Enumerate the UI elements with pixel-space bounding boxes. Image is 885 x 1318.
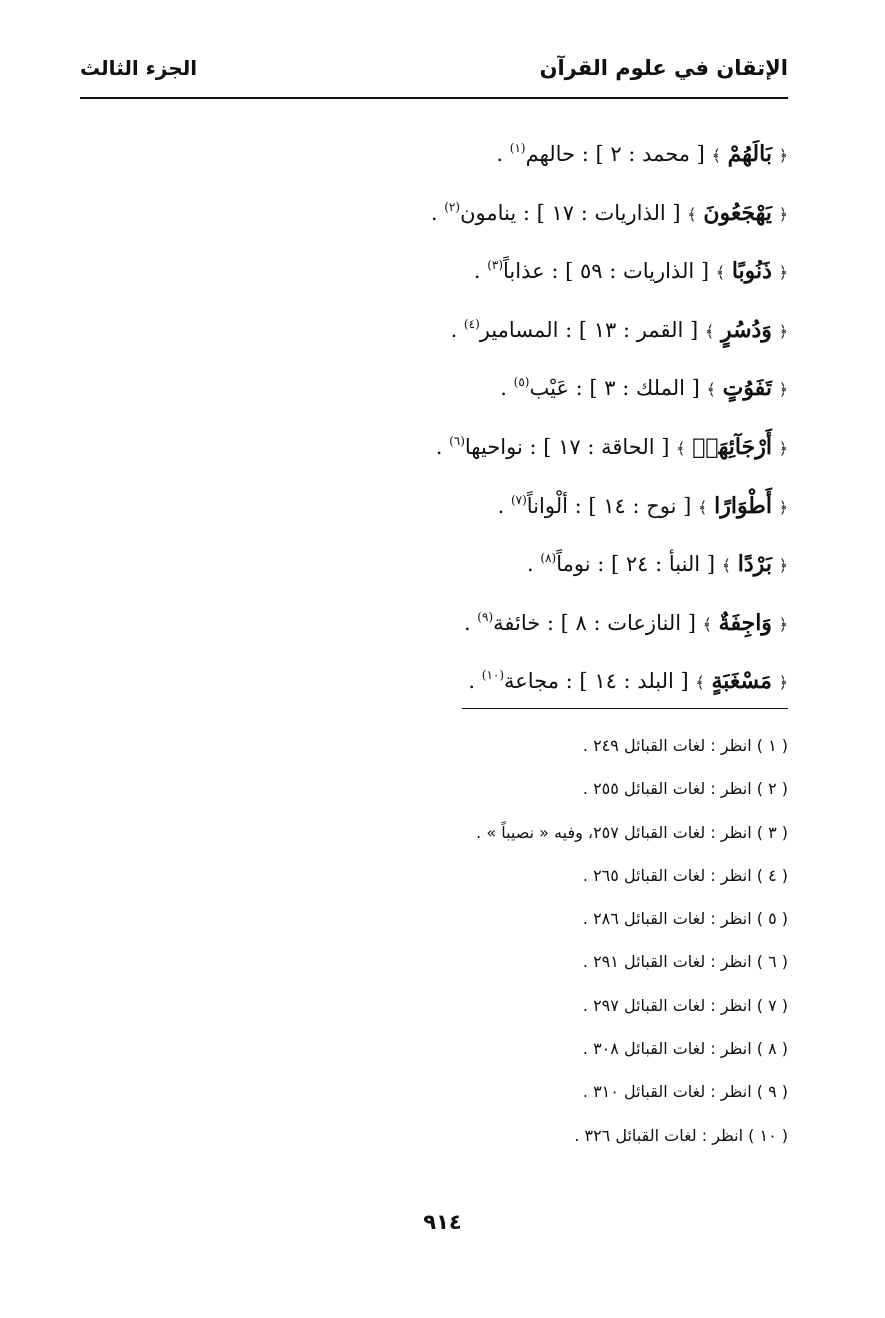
ornate-bracket-open: ﴿ bbox=[778, 438, 788, 458]
volume-label: الجزء الثالث bbox=[80, 56, 198, 80]
footnote: ( ٨ ) انظر : لغات القبائل ٣٠٨ . bbox=[582, 1039, 788, 1059]
vocabulary-entry: ﴿ يَهْجَعُونَ ﴾ [ الذاريات : ١٧ ] : ينامون$^{(٢)}$ . bbox=[430, 199, 788, 226]
ornate-bracket-close: ﴾ bbox=[706, 380, 716, 400]
footnote-marker: (١) bbox=[509, 141, 526, 155]
running-header bbox=[80, 52, 788, 90]
verse-reference-and-meaning: [ الحاقة : ١٧ ] : نواحيها bbox=[464, 434, 670, 459]
footnote-separator bbox=[462, 708, 788, 709]
quran-word: أَرْجَآئِهَاۚ bbox=[692, 433, 772, 460]
ornate-bracket-close: ﴾ bbox=[721, 556, 732, 576]
footnote-marker: (٥) bbox=[513, 375, 530, 390]
vocabulary-entry: ﴿ بَرْدًا ﴾ [ النبأ : ٢٤ ] : نوماً$^{(٨)}$ . bbox=[527, 551, 788, 578]
footnote: ( ٤ ) انظر : لغات القبائل ٢٦٥ . bbox=[582, 865, 788, 885]
verse-reference-and-meaning: [ الذاريات : ١٧ ] : ينامون bbox=[460, 200, 681, 225]
ornate-bracket-open: ﴿ bbox=[778, 146, 788, 165]
ornate-bracket-close: ﴾ bbox=[698, 497, 708, 517]
footnote: ( ٥ ) انظر : لغات القبائل ٢٨٦ . bbox=[582, 909, 788, 929]
vocabulary-entry: ﴿ أَرْجَآئِهَاۚ ﴾ [ الحاقة : ١٧ ] : نواحيها$^{(٦)}$ . bbox=[435, 433, 788, 460]
footnote: ( ٣ ) انظر : لغات القبائل ٢٥٧، وفيه « نصيباً » . bbox=[476, 822, 788, 842]
verse-reference-and-meaning: [ نوح : ١٤ ] : ألْواناً bbox=[526, 493, 692, 518]
footnote: ( ١٠ ) انظر : لغات القبائل ٣٢٦ . bbox=[574, 1125, 788, 1145]
footnote-marker: (٤) bbox=[463, 316, 480, 331]
vocabulary-list bbox=[88, 125, 788, 711]
ornate-bracket-open: ﴿ bbox=[778, 204, 788, 224]
footnote: ( ١ ) انظر : لغات القبائل ٢٤٩ . bbox=[582, 736, 788, 755]
ornate-bracket-close: ﴾ bbox=[702, 614, 712, 634]
verse-reference-and-meaning: [ النبأ : ٢٤ ] : نوماً bbox=[556, 552, 716, 577]
ornate-bracket-close: ﴾ bbox=[711, 146, 721, 165]
ornate-bracket-open: ﴿ bbox=[778, 497, 788, 517]
ornate-bracket-open: ﴿ bbox=[778, 673, 788, 693]
vocabulary-entry: ﴿ ذَنُوبًا ﴾ [ الذاريات : ٥٩ ] : عذاباً$^{(٣)}$ . bbox=[473, 258, 788, 285]
ornate-bracket-close: ﴾ bbox=[715, 263, 726, 283]
vocabulary-entry: ﴿ بَالَهُمْ ﴾ [ محمد : ٢ ] : حالهم$^{(١)}$ . bbox=[496, 141, 788, 167]
footnote-marker: (٢) bbox=[444, 199, 461, 214]
vocabulary-entry: ﴿ وَاجِفَةٌ ﴾ [ النازعات : ٨ ] : خائفة$^{(٩)}$ . bbox=[463, 609, 788, 636]
quran-word: تَفَوُتٍ bbox=[722, 375, 772, 402]
verse-reference-and-meaning: [ الذاريات : ٥٩ ] : عذاباً bbox=[503, 259, 710, 284]
vocabulary-entry: ﴿ أَطْوَارًا ﴾ [ نوح : ١٤ ] : ألْواناً$^{(٧)}$ . bbox=[497, 492, 788, 519]
footnotes-list bbox=[88, 724, 788, 1157]
footnote-marker: (٣) bbox=[487, 258, 504, 273]
ornate-bracket-open: ﴿ bbox=[778, 614, 788, 634]
quran-word: أَطْوَارًا bbox=[714, 492, 772, 519]
book-title: الإتقان في علوم القرآن bbox=[539, 56, 788, 80]
ornate-bracket-close: ﴾ bbox=[676, 438, 686, 458]
quran-word: يَهْجَعُونَ bbox=[703, 199, 772, 226]
footnote-marker: (٨) bbox=[540, 551, 557, 566]
verse-reference-and-meaning: [ الملك : ٣ ] : عَيْب bbox=[529, 376, 700, 401]
verse-reference-and-meaning: [ النازعات : ٨ ] : خائفة bbox=[493, 610, 696, 635]
ornate-bracket-open: ﴿ bbox=[778, 321, 788, 341]
verse-reference-and-meaning: [ محمد : ٢ ] : حالهم bbox=[525, 142, 705, 166]
vocabulary-entry: ﴿ مَسْغَبَةٍ ﴾ [ البلد : ١٤ ] : مجاعة$^{(١٠)}$ . bbox=[468, 668, 788, 695]
ornate-bracket-open: ﴿ bbox=[778, 556, 788, 576]
ornate-bracket-open: ﴿ bbox=[778, 263, 788, 283]
footnote: ( ٧ ) انظر : لغات القبائل ٢٩٧ . bbox=[582, 995, 788, 1015]
page-number: ٩١٤ bbox=[423, 1210, 462, 1234]
footnote: ( ٦ ) انظر : لغات القبائل ٢٩١ . bbox=[582, 952, 788, 972]
verse-reference-and-meaning: [ البلد : ١٤ ] : مجاعة bbox=[504, 669, 689, 694]
quran-word: بَرْدًا bbox=[737, 551, 772, 578]
quran-word: وَدُسُرٍ bbox=[720, 316, 772, 343]
ornate-bracket-close: ﴾ bbox=[687, 204, 697, 224]
quran-word: ذَنُوبًا bbox=[731, 258, 772, 285]
ornate-bracket-open: ﴿ bbox=[778, 380, 788, 400]
footnote-marker: (٩) bbox=[477, 609, 494, 624]
footnote-marker: (٧) bbox=[510, 492, 527, 507]
verse-reference-and-meaning: [ القمر : ١٣ ] : المسامير bbox=[479, 317, 699, 342]
quran-word: وَاجِفَةٌ bbox=[718, 609, 772, 636]
footnote: ( ٢ ) انظر : لغات القبائل ٢٥٥ . bbox=[582, 779, 788, 799]
footnote: ( ٩ ) انظر : لغات القبائل ٣١٠ . bbox=[582, 1082, 788, 1102]
ornate-bracket-close: ﴾ bbox=[704, 321, 715, 341]
footnote-marker: (١٠) bbox=[481, 668, 505, 683]
vocabulary-entry: ﴿ تَفَوُتٍ ﴾ [ الملك : ٣ ] : عَيْب$^{(٥)}$ . bbox=[500, 375, 788, 402]
header-rule bbox=[80, 97, 788, 99]
ornate-bracket-close: ﴾ bbox=[695, 673, 705, 693]
quran-word: بَالَهُمْ bbox=[727, 141, 772, 167]
footnote-marker: (٦) bbox=[449, 433, 465, 448]
quran-word: مَسْغَبَةٍ bbox=[711, 668, 772, 695]
vocabulary-entry: ﴿ وَدُسُرٍ ﴾ [ القمر : ١٣ ] : المسامير$^{(٤)}$ . bbox=[450, 316, 788, 343]
